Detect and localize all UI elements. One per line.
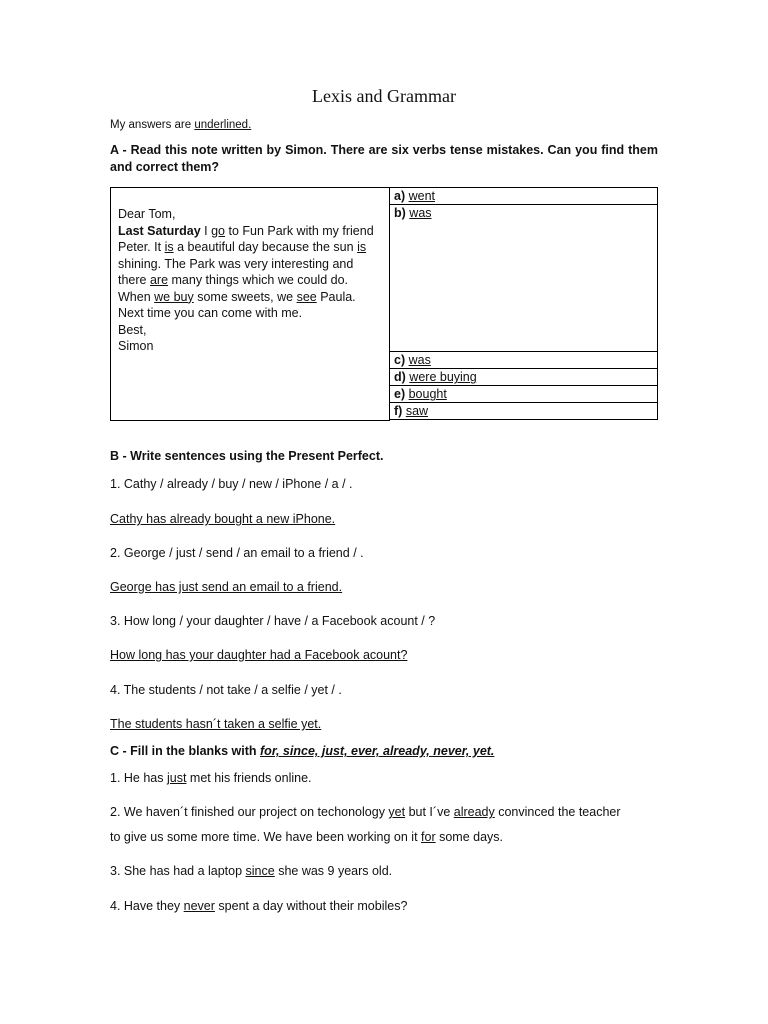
letter-text-fragment: Paula. (316, 289, 356, 304)
letter-time-phrase: Last Saturday (118, 223, 201, 238)
section-c-instruction (110, 743, 658, 760)
blank-answer: yet (388, 805, 406, 819)
letter-text (118, 188, 382, 355)
blank-answer: since (245, 864, 275, 878)
section-c-sentence-3 (110, 863, 658, 880)
sentence-fragment: 2. We haven´t finished our project on techonology (110, 805, 389, 819)
letter-text-fragment: many things which we could do. (168, 273, 349, 287)
section-b-prompt: 3. How long / your daughter / have / a Facebook acount / ? (110, 614, 436, 628)
page-title: Lexis and Grammar (312, 86, 456, 106)
section-a-instruction: A - Read this note written by Simon. There are six verbs tense mistakes. Can you find them and correct them? (110, 143, 658, 174)
section-c-sentence-2 (110, 804, 658, 821)
answer-value: went (408, 189, 436, 203)
answer-value: bought (408, 387, 447, 402)
sentence-fragment: met his friends online. (186, 771, 312, 785)
sentence-fragment: to give us some more time. We have been working on it (110, 830, 422, 844)
answer-label: a) (394, 189, 406, 203)
answer-label: b) (394, 206, 406, 221)
answer-label: c) (394, 353, 406, 368)
letter-text-fragment: there (118, 273, 150, 287)
sentence-fragment: 3. She has had a laptop (110, 864, 246, 878)
section-b-instruction: B - Write sentences using the Present Perfect. (110, 449, 384, 463)
letter-mistake: are (149, 273, 169, 287)
answer-label: d) (394, 370, 406, 385)
answer-cell (390, 205, 658, 352)
letter-text-fragment: some sweets, we (193, 289, 297, 304)
letter-mistake: we buy (154, 289, 194, 304)
letter-text-fragment: Peter. It (118, 240, 165, 254)
letter-line-3: shining. The Park was very interesting and (118, 256, 354, 271)
letter-line-4 (118, 272, 382, 289)
letter-mistake: is (164, 240, 174, 254)
letter-line-2 (118, 239, 382, 256)
answer-cell (390, 188, 658, 205)
intro-underlined: underlined. (194, 119, 252, 131)
letter-line-1 (118, 223, 382, 240)
answer-cell (390, 369, 658, 386)
sentence-fragment: spent a day without their mobiles? (214, 899, 408, 913)
answer-value: was (409, 206, 432, 221)
section-b-prompt: 2. George / just / send / an email to a friend / . (110, 546, 364, 560)
letter-signature: Simon (118, 339, 154, 353)
sentence-fragment: 4. Have they (110, 899, 184, 913)
sentence-fragment: she was 9 years old. (274, 864, 393, 878)
section-c-sentence-2-continued (110, 829, 658, 846)
table-filler (390, 420, 658, 421)
letter-cell (111, 188, 390, 421)
sentence-fragment: convinced the teacher (494, 805, 621, 819)
letter-text-fragment: When (118, 289, 155, 304)
sentence-fragment: some days. (435, 830, 504, 844)
letter-mistake: go (211, 223, 225, 238)
section-b-prompt: 4. The students / not take / a selfie / yet / . (110, 683, 342, 697)
blank-answer: never (183, 899, 215, 913)
answer-cell (390, 403, 658, 420)
section-b-answer: Cathy has already bought a new iPhone. (110, 512, 336, 526)
letter-line-5 (118, 289, 382, 306)
section-c-instruction-prefix: C - Fill in the blanks with (110, 744, 261, 758)
section-b-answer: How long has your daughter had a Facebook acount? (110, 648, 408, 662)
letter-text-fragment: to Fun Park with my friend (225, 223, 374, 238)
blank-answer: for (421, 830, 436, 844)
intro-prefix: My answers are (110, 119, 195, 131)
intro-note (110, 117, 658, 134)
letter-closing: Best, (118, 322, 147, 337)
blank-answer: just (166, 771, 187, 785)
answer-value: were buying (409, 370, 477, 385)
letter-mistake: is (357, 240, 367, 254)
sentence-fragment: but I´ve (405, 805, 454, 819)
section-c-sentence-4 (110, 898, 658, 915)
answer-value: was (408, 353, 431, 368)
sentence-fragment: 1. He has (110, 771, 167, 785)
note-table (110, 187, 658, 421)
answer-cell (390, 386, 658, 403)
section-b-answer: George has just send an email to a friend. (110, 580, 343, 594)
letter-text-fragment: I (200, 223, 212, 238)
section-b-prompt: 1. Cathy / already / buy / new / iPhone / a / . (110, 477, 353, 491)
letter-text-fragment: a beautiful day because the sun (173, 240, 358, 254)
letter-line-6: Next time you can come with me. (118, 306, 303, 320)
answer-label: f) (394, 404, 403, 419)
answer-value: saw (405, 404, 429, 419)
section-c-word-list: for, since, just, ever, already, never, yet. (260, 744, 495, 758)
answer-cell (390, 352, 658, 369)
letter-mistake: see (296, 289, 317, 304)
section-b-answer: The students hasn´t taken a selfie yet. (110, 717, 322, 731)
blank-answer: already (453, 805, 495, 819)
answer-label: e) (394, 387, 406, 402)
section-c-sentence-1 (110, 770, 658, 787)
letter-greeting: Dear Tom, (118, 207, 176, 221)
